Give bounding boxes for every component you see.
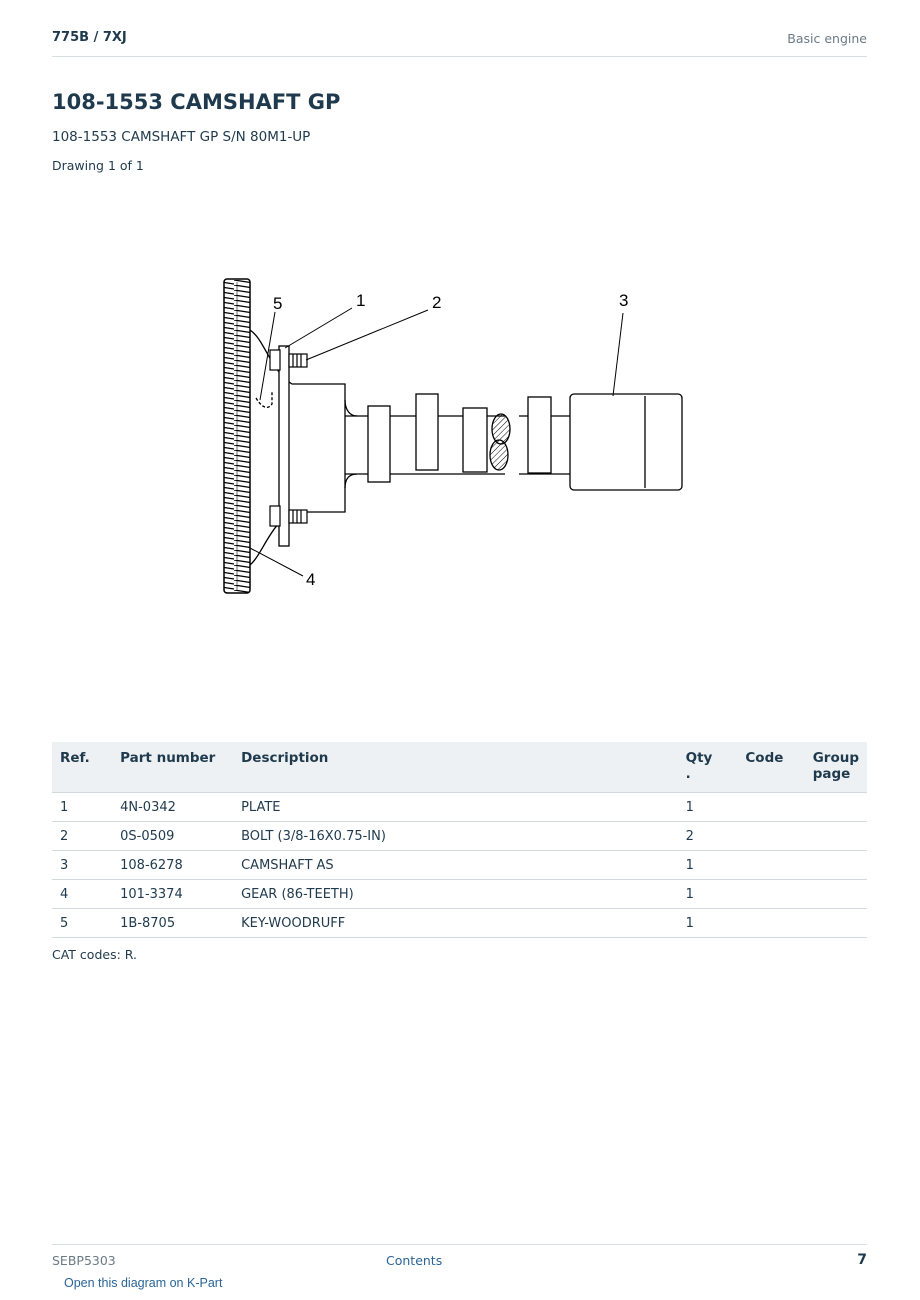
cell-code (737, 851, 804, 880)
cell-qty: 1 (678, 793, 738, 822)
callout-2: 2 (432, 293, 442, 312)
header-ref: Ref. (52, 742, 112, 793)
table-row (52, 822, 867, 851)
page-subtitle: 108-1553 CAMSHAFT GP S/N 80M1-UP (52, 129, 311, 145)
camshaft-parts-diagram (200, 200, 720, 710)
cell-group-page (805, 793, 867, 822)
cell-description: GEAR (86-TEETH) (233, 880, 678, 909)
cell-part-number: 1B-8705 (112, 909, 233, 938)
cell-part-number: 4N-0342 (112, 793, 233, 822)
header-group-page (805, 742, 867, 793)
header-code: Code (737, 742, 804, 793)
open-in-kpart-link[interactable]: Open this diagram on K-Part (64, 1276, 223, 1290)
cell-ref: 1 (52, 793, 112, 822)
header-qty-line2: . (685, 766, 691, 782)
cell-code (737, 793, 804, 822)
cell-description: CAMSHAFT AS (233, 851, 678, 880)
header-group-line2: page (812, 766, 851, 782)
section-name: Basic engine (787, 31, 867, 46)
cell-group-page (805, 880, 867, 909)
gear-part (224, 279, 250, 593)
cell-qty: 1 (678, 880, 738, 909)
table-row (52, 851, 867, 880)
header-qty (678, 742, 738, 793)
page-title: 108-1553 CAMSHAFT GP (52, 90, 341, 114)
cell-ref: 4 (52, 880, 112, 909)
cell-description: BOLT (3/8-16X0.75-IN) (233, 822, 678, 851)
callout-4: 4 (306, 570, 316, 589)
cell-group-page (805, 851, 867, 880)
cell-code (737, 909, 804, 938)
table-row (52, 909, 867, 938)
table-row (52, 793, 867, 822)
page-footer (52, 1244, 867, 1275)
callout-3: 3 (619, 291, 629, 310)
cell-group-page (805, 909, 867, 938)
cell-qty: 1 (678, 909, 738, 938)
cell-code (737, 822, 804, 851)
camshaft-part (345, 394, 682, 490)
table-header-row (52, 742, 867, 793)
document-id: SEBP5303 (52, 1253, 116, 1268)
header-part-number: Part number (112, 742, 233, 793)
cell-description: KEY-WOODRUFF (233, 909, 678, 938)
cell-description: PLATE (233, 793, 678, 822)
drawing-count: Drawing 1 of 1 (52, 158, 144, 173)
page-number: 7 (857, 1252, 867, 1268)
cat-codes-note: CAT codes: R. (52, 947, 137, 962)
cell-ref: 3 (52, 851, 112, 880)
cell-qty: 2 (678, 822, 738, 851)
parts-table (52, 742, 867, 938)
cell-qty: 1 (678, 851, 738, 880)
table-row (52, 880, 867, 909)
cell-part-number: 0S-0509 (112, 822, 233, 851)
header-qty-line1: Qty (685, 750, 713, 766)
cell-part-number: 108-6278 (112, 851, 233, 880)
model-breadcrumb: 775B / 7XJ (52, 30, 127, 45)
contents-link[interactable]: Contents (386, 1253, 443, 1268)
header-description: Description (233, 742, 678, 793)
cell-part-number: 101-3374 (112, 880, 233, 909)
page-header (52, 28, 867, 57)
cell-group-page (805, 822, 867, 851)
header-group-line1: Group (812, 750, 859, 766)
cell-code (737, 880, 804, 909)
callout-5: 5 (273, 294, 283, 313)
cell-ref: 5 (52, 909, 112, 938)
callout-1: 1 (356, 291, 366, 310)
cell-ref: 2 (52, 822, 112, 851)
